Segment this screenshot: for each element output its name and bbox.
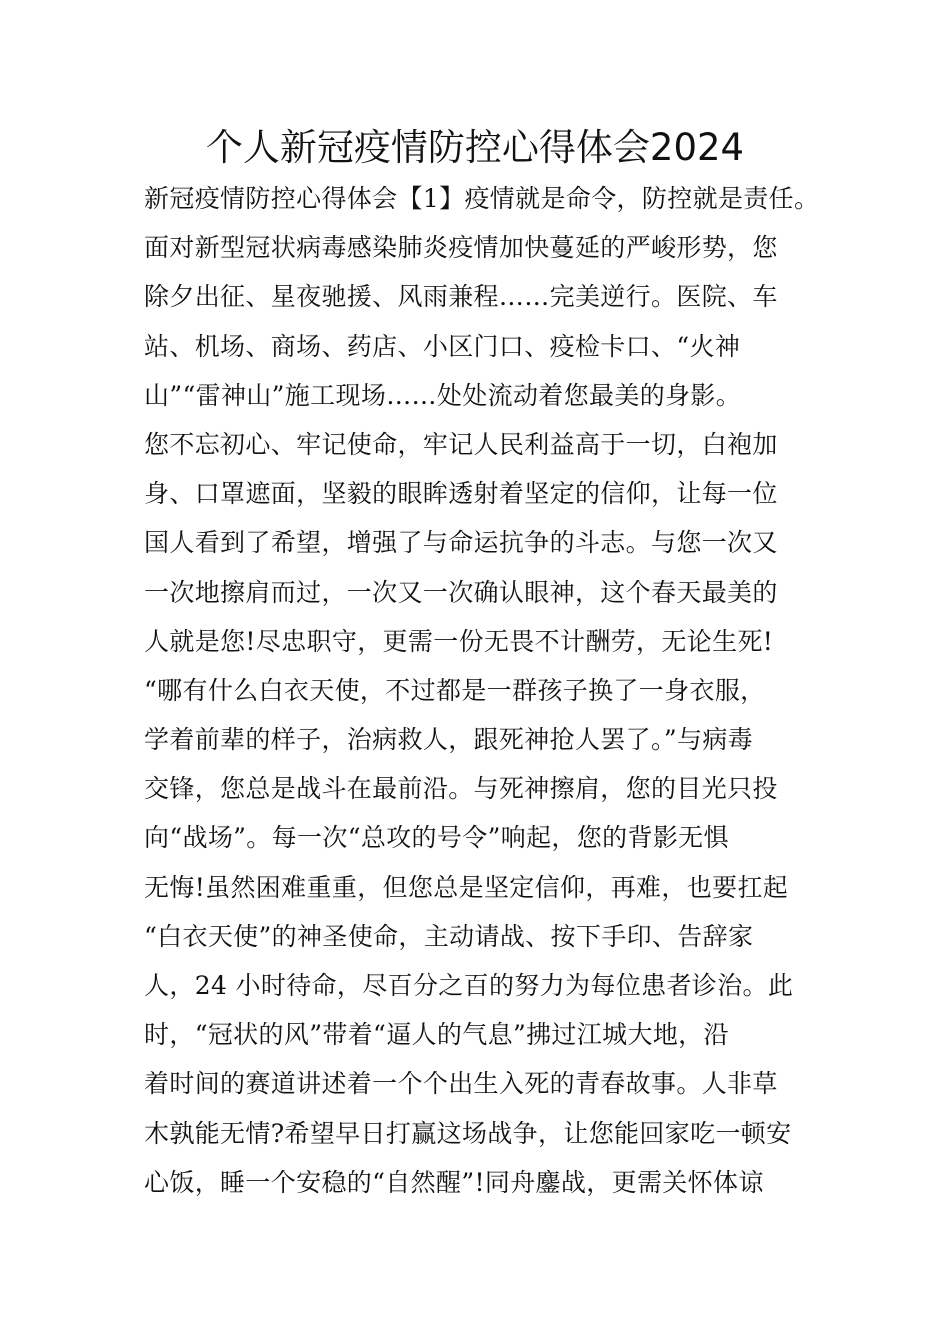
body-line: 着时间的赛道讲述着一个个出生入死的青春故事。人非草 (144, 1069, 778, 1099)
body-line: “白衣天使”的神圣使命，主动请战、按下手印、告辞家 (144, 921, 754, 951)
document-title: 个人新冠疫情防控心得体会2024 (205, 126, 745, 169)
body-line: 面对新型冠状病毒感染肺炎疫情加快蔓延的严峻形势，您 (144, 233, 778, 263)
body-line: 向“战场”。每一次“总攻的号令”响起，您的背影无惧 (144, 823, 729, 853)
body-line: 您不忘初心、牢记使命，牢记人民利益高于一切，白袍加 (144, 429, 778, 459)
body-line: 木孰能无情?希望早日打赢这场战争，让您能回家吃一顿安 (144, 1118, 792, 1148)
body-line: 新冠疫情防控心得体会【1】疫情就是命令，防控就是责任。 (144, 184, 820, 213)
body-line: 无悔!虽然困难重重，但您总是坚定信仰，再难，也要扛起 (144, 872, 789, 902)
body-line: 人，24 小时待命，尽百分之百的努力为每位患者诊治。此 (144, 971, 794, 1000)
body-line: 国人看到了希望，增强了与命运抗争的斗志。与您一次又 (144, 528, 778, 558)
document-body (144, 174, 834, 1207)
body-line: 学着前辈的样子，治病救人，跟死神抢人罢了。”与病毒 (144, 725, 754, 755)
body-line: 山”“雷神山”施工现场……处处流动着您最美的身影。 (144, 380, 742, 410)
body-line: 心饭，睡一个安稳的“自然醒”!同舟鏖战，更需关怀体谅 (144, 1167, 764, 1197)
body-line: 交锋，您总是战斗在最前沿。与死神擦肩，您的目光只投 (144, 774, 778, 804)
body-line: 除夕出征、星夜驰援、风雨兼程……完美逆行。医院、车 (144, 282, 778, 312)
body-line: “哪有什么白衣天使，不过都是一群孩子换了一身衣服， (144, 675, 766, 705)
body-line: 人就是您!尽忠职守，更需一份无畏不计酬劳，无论生死! (144, 626, 774, 656)
body-line: 身、口罩遮面，坚毅的眼眸透射着坚定的信仰，让每一位 (144, 479, 778, 509)
body-line: 时，“冠状的风”带着“逼人的气息”拂过江城大地，沿 (144, 1020, 729, 1050)
body-line: 一次地擦肩而过，一次又一次确认眼神，这个春天最美的 (144, 577, 778, 607)
body-line: 站、机场、商场、药店、小区门口、疫检卡口、“火神 (144, 331, 741, 361)
